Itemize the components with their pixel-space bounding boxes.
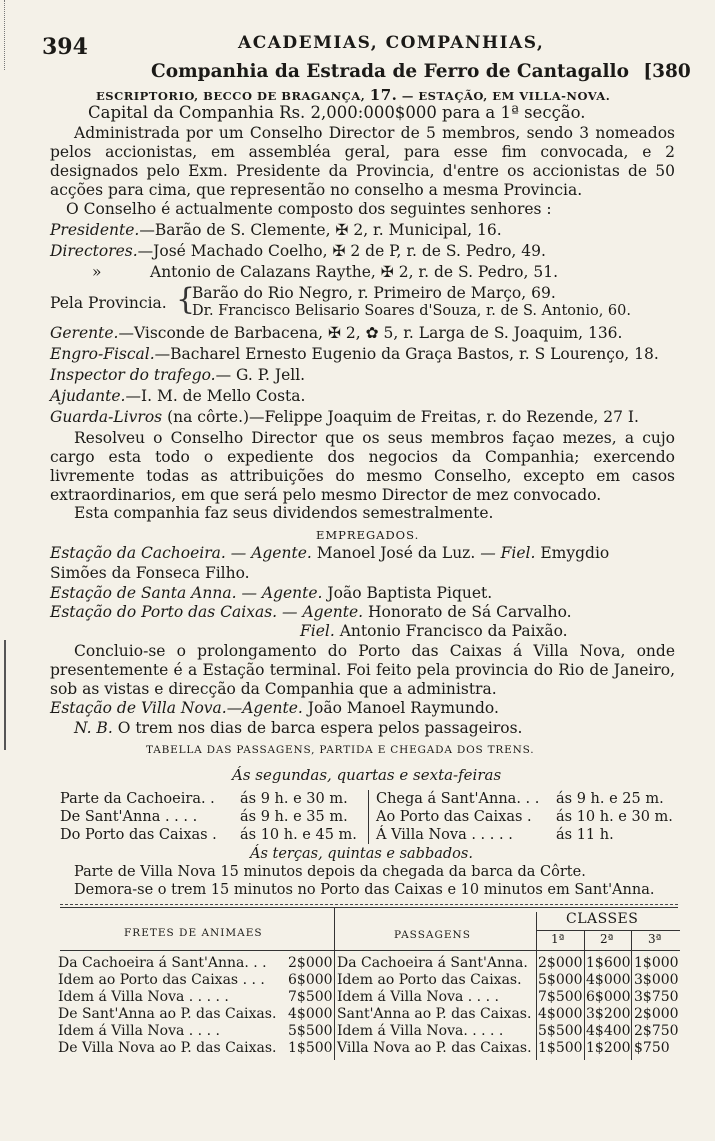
timetable-right-text: Á Villa Nova . . . . . bbox=[376, 827, 513, 843]
timetable-right-time: ás 10 h. e 30 m. bbox=[556, 809, 673, 825]
class-1-fare: 5$000 bbox=[538, 972, 583, 988]
council-composed: O Conselho é actualmente composto dos seguintes senhores : bbox=[66, 200, 552, 218]
inspector-role: Inspector do trafego. bbox=[50, 366, 216, 384]
passage-route: Da Cachoeira á Sant'Anna. bbox=[337, 955, 528, 971]
freight-route: Idem á Villa Nova . . . . . bbox=[58, 989, 229, 1005]
santa-anna-line bbox=[50, 584, 492, 602]
fiscal-text: —Bacharel Ernesto Eugenio da Graça Bastos, r. S Lourenço, 18. bbox=[154, 345, 659, 363]
villa-agent: João Manoel Raymundo. bbox=[307, 699, 499, 717]
gerente-line bbox=[50, 324, 622, 342]
freight-price: 7$500 bbox=[288, 989, 333, 1005]
provincia-label: Pela Provincia. bbox=[50, 294, 167, 312]
agente-label: — Agente. bbox=[230, 544, 312, 562]
class-2-fare: 6$000 bbox=[586, 989, 631, 1005]
class-label-2: 2ª bbox=[600, 932, 614, 946]
president-line bbox=[50, 221, 502, 239]
timetable-left-time: ás 9 h. e 30 m. bbox=[240, 791, 348, 807]
fiscal-role: Engro-Fiscal. bbox=[50, 345, 155, 363]
staff-heading: EMPREGADOS. bbox=[316, 528, 420, 542]
margin-mark bbox=[4, 0, 13, 70]
nb-text: O trem nos dias de barca espera pelos passageiros. bbox=[117, 719, 523, 737]
class-3-fare: $750 bbox=[634, 1040, 670, 1056]
office-line-b: — ESTAÇÃO, EM VILLA-NOVA. bbox=[401, 89, 611, 103]
fares-divider-4 bbox=[631, 930, 632, 1060]
class-3-fare: 1$000 bbox=[634, 955, 679, 971]
office-line-a: ESCRIPTORIO, BECCO DE BRAGANÇA, bbox=[96, 89, 366, 103]
director-2-text: Antonio de Calazans Raythe, ✠ 2, r. de S. Pedro, 51. bbox=[150, 263, 558, 281]
director-line-1 bbox=[50, 242, 546, 260]
timetable-left-text: Parte da Cachoeira. . bbox=[60, 791, 215, 807]
freight-price: 5$500 bbox=[288, 1023, 333, 1039]
ajudante-text: —I. M. de Mello Costa. bbox=[125, 387, 306, 405]
inspector-text: — G. P. Jell. bbox=[215, 366, 306, 384]
porto-line bbox=[50, 603, 572, 621]
timetable-note-1: Parte de Villa Nova 15 minutos depois da chegada da barca da Côrte. bbox=[74, 864, 586, 880]
freight-route: De Sant'Anna ao P. das Caixas. bbox=[58, 1006, 277, 1022]
office-number: 17. bbox=[369, 86, 398, 104]
running-head: ACADEMIAS, COMPANHIAS, bbox=[238, 33, 545, 53]
provincia-member-2: Dr. Francisco Belisario Soares d'Souza, r. de S. Antonio, 60. bbox=[192, 303, 631, 319]
company-name: Companhia da Estrada de Ferro de Cantagallo bbox=[151, 61, 629, 82]
cachoeira-fiel-a: Emygdio bbox=[540, 544, 610, 562]
provincia-member-1: Barão do Rio Negro, r. Primeiro de Março, 69. bbox=[192, 284, 556, 302]
nb-line bbox=[74, 719, 522, 737]
class-3-fare: 2$750 bbox=[634, 1023, 679, 1039]
brace-glyph: { bbox=[176, 282, 196, 317]
passage-route: Villa Nova ao P. das Caixas. bbox=[337, 1040, 532, 1056]
class-label-1: 1ª bbox=[551, 932, 565, 946]
passage-route: Idem á Villa Nova. . . . . bbox=[337, 1023, 504, 1039]
class-3-fare: 3$000 bbox=[634, 972, 679, 988]
freight-price: 6$000 bbox=[288, 972, 333, 988]
ditto-mark: » bbox=[92, 263, 102, 281]
company-bracket: [380 bbox=[643, 61, 691, 82]
extension-paragraph: Concluio-se o prolongamento do Porto das Caixas á Villa Nova, onde presentemente é a Estação terminal. Foi feito pela provincia do Rio de Janeiro, sob as vistas e direcção da Companhia que a administra. bbox=[50, 642, 675, 698]
class-2-fare: 3$200 bbox=[586, 1006, 631, 1022]
fiel-label: — Fiel. bbox=[480, 544, 536, 562]
ajudante-line bbox=[50, 387, 305, 405]
director-1-text: —José Machado Coelho, ✠ 2 de P, r. de S. Pedro, 49. bbox=[137, 242, 546, 260]
fares-divider-2 bbox=[536, 912, 537, 1060]
porto-fiel: Antonio Francisco da Paixão. bbox=[339, 622, 568, 640]
classes-rule bbox=[536, 930, 680, 931]
fares-top-rule-2 bbox=[60, 907, 678, 908]
class-1-fare: 2$000 bbox=[538, 955, 583, 971]
fares-top-rule bbox=[60, 904, 678, 905]
company-title bbox=[151, 61, 691, 82]
fares-header-rule bbox=[60, 950, 680, 951]
dividends-line: Esta companhia faz seus dividendos semestralmente. bbox=[74, 504, 494, 522]
timetable-left-time: ás 9 h. e 35 m. bbox=[240, 809, 348, 825]
cachoeira-line bbox=[50, 544, 609, 562]
timetable-right-text: Chega á Sant'Anna. . . bbox=[376, 791, 540, 807]
president-role: Presidente. bbox=[50, 221, 140, 239]
porto-station: Estação do Porto das Caixas. bbox=[50, 603, 278, 621]
timetable-days-2: Ás terças, quintas e sabbados. bbox=[250, 846, 473, 862]
cachoeira-station: Estação da Cachoeira. bbox=[50, 544, 226, 562]
timetable-right-text: Ao Porto das Caixas . bbox=[376, 809, 532, 825]
passages-header: PASSAGENS bbox=[394, 929, 471, 941]
freight-route: Da Cachoeira á Sant'Anna. . . bbox=[58, 955, 267, 971]
freight-route: Idem á Villa Nova . . . . bbox=[58, 1023, 220, 1039]
santa-anna-agent: João Baptista Piquet. bbox=[327, 584, 493, 602]
villa-agente-label: —Agente. bbox=[226, 699, 303, 717]
class-1-fare: 7$500 bbox=[538, 989, 583, 1005]
nb-label: N. B. bbox=[74, 719, 113, 737]
fares-divider-1 bbox=[334, 908, 335, 1060]
freight-price: 1$500 bbox=[288, 1040, 333, 1056]
class-2-fare: 1$200 bbox=[586, 1040, 631, 1056]
freight-price: 4$000 bbox=[288, 1006, 333, 1022]
fares-divider-3 bbox=[584, 930, 585, 1060]
passage-route: Sant'Anna ao P. das Caixas. bbox=[337, 1006, 532, 1022]
villa-station: Estação de Villa Nova. bbox=[50, 699, 227, 717]
fiel-label-2: Fiel. bbox=[300, 622, 335, 640]
porto-agent: Honorato de Sá Carvalho. bbox=[368, 603, 572, 621]
classes-header: CLASSES bbox=[566, 911, 639, 927]
president-text: —Barão de S. Clemente, ✠ 2, r. Municipal, 16. bbox=[139, 221, 502, 239]
ajudante-role: Ajudante. bbox=[50, 387, 126, 405]
freight-route: De Villa Nova ao P. das Caixas. bbox=[58, 1040, 277, 1056]
timetable-divider bbox=[368, 790, 369, 844]
gerente-text: —Visconde de Barbacena, ✠ 2, ✿ 5, r. Larga de S. Joaquim, 136. bbox=[118, 324, 623, 342]
class-3-fare: 2$000 bbox=[634, 1006, 679, 1022]
class-1-fare: 4$000 bbox=[538, 1006, 583, 1022]
agente-label-3: — Agente. bbox=[282, 603, 364, 621]
freight-route: Idem ao Porto das Caixas . . . bbox=[58, 972, 265, 988]
timetable-days-1: Ás segundas, quartas e sexta-feiras bbox=[232, 766, 502, 784]
office-line bbox=[96, 86, 610, 104]
timetable-left-time: ás 10 h. e 45 m. bbox=[240, 827, 357, 843]
timetable-left-text: De Sant'Anna . . . . bbox=[60, 809, 198, 825]
timetable-note-2: Demora-se o trem 15 minutos no Porto das Caixas e 10 minutos em Sant'Anna. bbox=[74, 882, 655, 898]
resolution-paragraph: Resolveu o Conselho Director que os seus membros façao mezes, a cujo cargo esta todo o expediente dos negocios da Companhia; exercendo livremente todas as attribuições do mesmo Conselho, excepto em casos extraordinarios, em que será pelo mesmo Director de mez convocado. bbox=[50, 429, 675, 504]
villa-line bbox=[50, 699, 499, 717]
freight-price: 2$000 bbox=[288, 955, 333, 971]
class-1-fare: 1$500 bbox=[538, 1040, 583, 1056]
freight-header: FRETES DE ANIMAES bbox=[124, 927, 263, 939]
timetable-right-time: ás 9 h. e 25 m. bbox=[556, 791, 664, 807]
intro-paragraph: Administrada por um Conselho Director de 5 membros, sendo 3 nomeados pelos accionistas, em assembléa geral, para esse fim convocada, e 2 designados pelo Exm. Presidente da Provincia, d'entre os accionistas de 50 acções para cima, que representão no conselho a mesma Provincia. bbox=[50, 124, 675, 199]
santa-anna-station: Estação de Santa Anna. bbox=[50, 584, 237, 602]
directors-role: Directores. bbox=[50, 242, 138, 260]
margin-mark bbox=[4, 640, 14, 750]
guarda-text: (na côrte.)—Felippe Joaquim de Freitas, r. do Rezende, 27 I. bbox=[167, 408, 639, 426]
cachoeira-agent: Manoel José da Luz. bbox=[316, 544, 476, 562]
guarda-line bbox=[50, 408, 639, 426]
class-2-fare: 4$000 bbox=[586, 972, 631, 988]
guarda-role: Guarda-Livros bbox=[50, 408, 163, 426]
capital-line: Capital da Companhia Rs. 2,000:000$000 para a 1ª secção. bbox=[88, 103, 586, 122]
porto-fiel-line bbox=[300, 622, 568, 640]
class-3-fare: 3$750 bbox=[634, 989, 679, 1005]
page-number: 394 bbox=[42, 34, 88, 60]
cachoeira-fiel-b: Simões da Fonseca Filho. bbox=[50, 564, 250, 582]
timetable-left-text: Do Porto das Caixas . bbox=[60, 827, 217, 843]
passage-route: Idem ao Porto das Caixas. bbox=[337, 972, 522, 988]
agente-label-2: — Agente. bbox=[241, 584, 323, 602]
class-1-fare: 5$500 bbox=[538, 1023, 583, 1039]
class-2-fare: 1$600 bbox=[586, 955, 631, 971]
inspector-line bbox=[50, 366, 305, 384]
class-label-3: 3ª bbox=[648, 932, 662, 946]
class-2-fare: 4$400 bbox=[586, 1023, 631, 1039]
timetable-right-time: ás 11 h. bbox=[556, 827, 614, 843]
fiscal-line bbox=[50, 345, 659, 363]
gerente-role: Gerente. bbox=[50, 324, 119, 342]
timetable-heading: TABELLA DAS PASSAGENS, PARTIDA E CHEGADA DOS TRENS. bbox=[146, 744, 535, 756]
passage-route: Idem á Villa Nova . . . . bbox=[337, 989, 499, 1005]
